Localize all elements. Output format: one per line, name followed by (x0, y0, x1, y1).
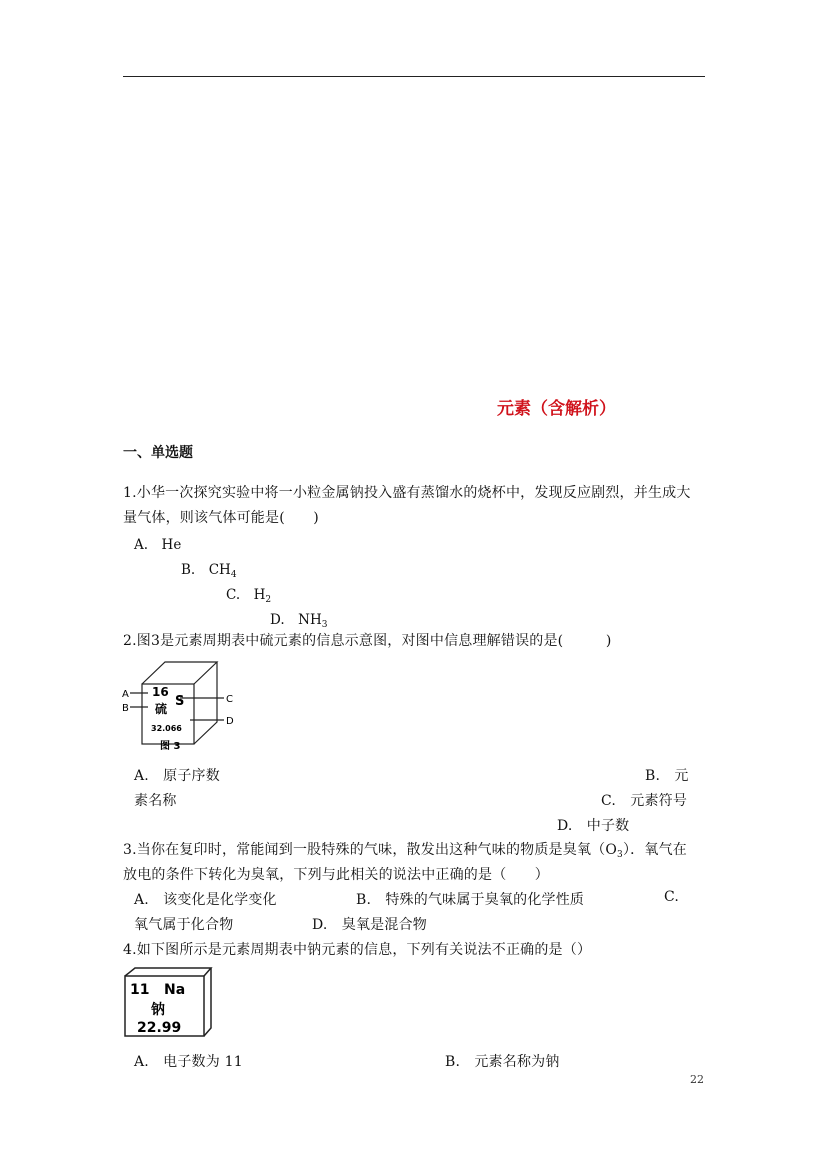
figure-atomic-number: 16 (152, 685, 169, 699)
cube-top-face (142, 662, 217, 684)
q4-option-b: B. 元素名称为钠 (445, 1054, 560, 1070)
q1-option-d: D. $NH_3$ (270, 612, 328, 630)
q1-option-b: B. $CH_4$ (181, 562, 237, 580)
sodium-element-figure (122, 966, 214, 1040)
section-heading: 一、单选题 (123, 445, 193, 461)
q2-option-d: D. 中子数 (557, 818, 630, 834)
cube-side-face (194, 662, 217, 744)
q2-option-c: C. 元素符号 (601, 793, 688, 809)
q3-option-c-label: C. (664, 889, 680, 905)
q3-option-d: D. 臭氧是混合物 (312, 917, 427, 933)
q3-option-c-text: 氧气属于化合物 (134, 917, 234, 933)
document-title: 元素（含解析） (497, 399, 616, 419)
q1-option-a: A. He (134, 537, 182, 553)
q3-option-a: A. 该变化是化学变化 (134, 892, 277, 908)
figure-label-a: A (122, 689, 129, 700)
q1-stem-line1: 1.小华一次探究实验中将一小粒金属钠投入盛有蒸馏水的烧杯中，发现反应剧烈，并生成大 (123, 485, 691, 501)
tile-element-name: 钠 (151, 1002, 165, 1018)
header-rule (123, 76, 705, 77)
page-number: 22 (690, 1073, 704, 1086)
figure-caption: 图 3 (160, 741, 181, 752)
q2-option-b-part1: B. 元 (645, 768, 689, 784)
q4-stem: 4.如下图所示是元素周期表中钠元素的信息，下列有关说法不正确的是（） (123, 942, 592, 958)
sulfur-element-figure (120, 656, 270, 756)
tile-symbol: Na (164, 982, 186, 998)
q2-option-b-part2: 素名称 (134, 793, 177, 809)
q1-stem-line2: 量气体，则该气体可能是( ) (123, 510, 319, 526)
figure-symbol: S (175, 694, 185, 709)
q2-option-a: A. 原子序数 (134, 768, 220, 784)
q4-option-a: A. 电子数为 11 (134, 1054, 243, 1070)
tile-atomic-mass: 22.99 (137, 1020, 182, 1036)
q3-stem-line2: 放电的条件下转化为臭氧，下列与此相关的说法中正确的是（ ） (123, 867, 549, 883)
figure-label-b: B (122, 703, 129, 714)
figure-label-d: D (226, 716, 234, 727)
tile-side-face (204, 968, 211, 1036)
tile-atomic-number: 11 (130, 982, 150, 998)
q1-option-c: C. $H_2$ (226, 587, 272, 605)
q3-option-b: B. 特殊的气味属于臭氧的化学性质 (356, 892, 585, 908)
q3-stem-line1: 3.当你在复印时，常能闻到一股特殊的气味，散发出这种气味的物质是臭氧$(O_3)$．氧气在 (123, 842, 687, 860)
figure-atomic-mass: 32.066 (151, 724, 182, 733)
q2-stem: 2.图3是元素周期表中硫元素的信息示意图，对图中信息理解错误的是( ) (123, 633, 612, 649)
figure-label-c: C (226, 694, 233, 705)
figure-element-name: 硫 (155, 702, 168, 716)
tile-top-face (125, 968, 211, 976)
